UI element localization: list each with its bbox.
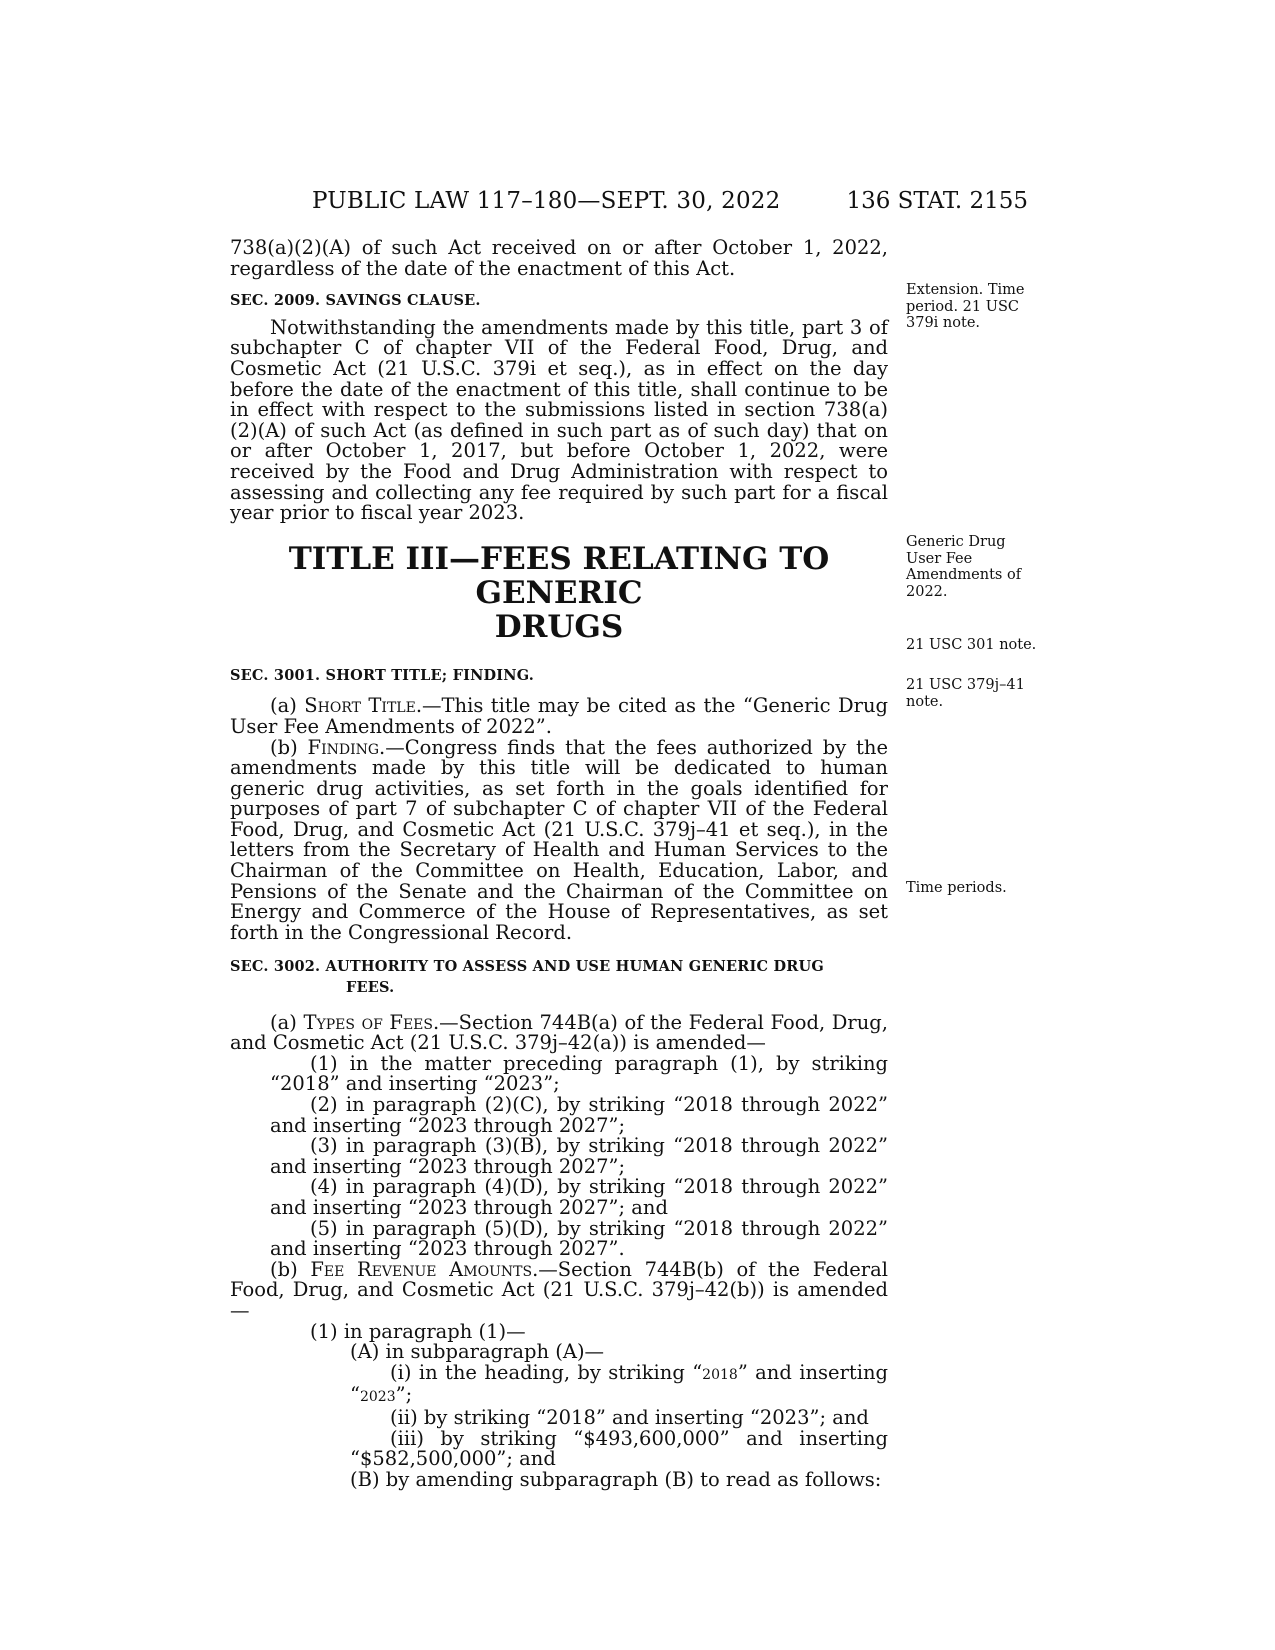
list-item: (3) in paragraph (3)(B), by striking “2018 through 2022” and inserting “2023 through 2027”; — [270, 1134, 888, 1178]
list-item — [230, 1360, 889, 1408]
b-1-a-i-mid: ” and inserting “ — [350, 1360, 889, 1407]
sec-3002-b-text: .—Section 744B(b) of the Federal Food, Drug, and Cosmetic Act (21 U.S.C. 379j–42(b)) is amended— — [230, 1257, 888, 1322]
sec-3001-b-caption: Finding — [307, 735, 380, 759]
page-number: 136 STAT. 2155 — [846, 188, 1028, 214]
sec-3001-heading: SEC. 3001. SHORT TITLE; FINDING. — [230, 666, 535, 684]
margin-note-time-periods: Time periods. — [906, 880, 1007, 896]
sec-3001-a-caption: Short Title — [304, 694, 416, 718]
page-header — [230, 188, 1028, 220]
sec-3001-b — [230, 735, 888, 944]
margin-note-short-title: Generic Drug User Fee Amendments of 2022. — [906, 534, 1022, 600]
sec-3001-a-text: .—This title may be cited as the “Generic Drug User Fee Amendments of 2022”. — [230, 694, 888, 738]
sec-3002-a — [230, 1010, 888, 1055]
sec-3002-heading — [230, 957, 888, 998]
b-1-a-i-year-1: 2018 — [702, 1366, 738, 1383]
sec-3002-a-caption: Types of Fees — [303, 1010, 433, 1034]
sec-3002-b-caption: Fee Revenue Amounts — [310, 1257, 533, 1281]
title-line-1: TITLE III—FEES RELATING TO GENERIC — [288, 540, 830, 611]
sec-3002-b-label: (b) — [270, 1257, 311, 1281]
list-item: (5) in paragraph (5)(D), by striking “2018 through 2022” and inserting “2023 through 2027”. — [270, 1216, 888, 1261]
margin-note-extension: Extension. Time period. 21 USC 379i note. — [906, 282, 1025, 331]
list-item: (A) in subparagraph (A)— — [350, 1340, 605, 1364]
b-1-a-i-year-2: 2023 — [359, 1389, 396, 1406]
list-item: (B) by amending subparagraph (B) to read as follows: — [350, 1467, 882, 1491]
sec-3001-a — [230, 696, 888, 737]
sec-2009-heading: SEC. 2009. SAVINGS CLAUSE. — [230, 292, 481, 310]
carryover-paragraph: 738(a)(2)(A) of such Act received on or after October 1, 2022, regardless of the date of the enactment of this Act. — [230, 236, 888, 280]
title-iii-heading — [230, 542, 888, 644]
title-line-2: DRUGS — [494, 608, 624, 645]
list-item: (iii) by striking “$493,600,000” and inserting “$582,500,000”; and — [350, 1426, 888, 1471]
margin-note-379j-41: 21 USC 379j–41 note. — [906, 677, 1025, 710]
list-item: (1) in paragraph (1)— — [310, 1319, 526, 1343]
main-text — [230, 238, 888, 1490]
b-1-a-i-post: ”; — [395, 1383, 413, 1407]
list-item: (1) in the matter preceding paragraph (1), by striking “2018” and inserting “2023”; — [270, 1051, 888, 1096]
sec-3002-a-label: (a) — [270, 1010, 304, 1034]
sec-3002-heading-line-2: FEES. — [346, 979, 395, 997]
sec-3001-a-label: (a) — [270, 694, 305, 718]
list-item: (ii) by striking “2018” and inserting “2023”; and — [390, 1405, 869, 1429]
list-item: (2) in paragraph (2)(C), by striking “2018 through 2022” and inserting “2023 through 2027”; — [270, 1093, 888, 1137]
sec-3001-b-text: .—Congress finds that the fees authorized by the amendments made by this title will be dedicated to human generic drug activities, as set forth in the goals identified for purposes of part 7 of subchapter C of chapter VII of the Federal Food, Drug, and Cosmetic Act (21 U.S.C. 379j–41 et seq.), in the letters from the Secretary of Health and Human Services to the Chairman of the Committee on Health, Education, Labor, and Pensions of the Senate and the Chairman of the Committee on Energy and Commerce of the House of Representatives, as set forth in the Congressional Record. — [230, 735, 888, 944]
sec-3002-b — [230, 1257, 888, 1322]
sec-3001-b-label: (b) — [270, 735, 308, 759]
running-head: PUBLIC LAW 117–180—SEPT. 30, 2022 — [312, 188, 781, 214]
sec-2009-text: Notwithstanding the amendments made by this title, part 3 of subchapter C of chapter VII of the Federal Food, Drug, and Cosmetic Act (21 U.S.C. 379i et seq.), as in effect on the day before the date of the enactment of this title, shall continue to be in effect with respect to the submissions listed in section 738(a)(2)(A) of such Act (as defined in such part as of such day) that on or after October 1, 2017, but before October 1, 2022, were received by the Food and Drug Administration with respect to assessing and collecting any fee required by such part for a fiscal year prior to fiscal year 2023. — [230, 315, 888, 525]
margin-note-301: 21 USC 301 note. — [906, 637, 1037, 653]
list-item: (4) in paragraph (4)(D), by striking “2018 through 2022” and inserting “2023 through 2027”; and — [270, 1175, 888, 1219]
sec-3002-a-text: .—Section 744B(a) of the Federal Food, Drug, and Cosmetic Act (21 U.S.C. 379j–42(a)) is amended— — [230, 1010, 888, 1055]
b-1-a-i-pre: (i) in the heading, by striking “ — [390, 1360, 703, 1384]
sec-3002-heading-line-1: SEC. 3002. AUTHORITY TO ASSESS AND USE HUMAN GENERIC DRUG — [230, 958, 824, 976]
